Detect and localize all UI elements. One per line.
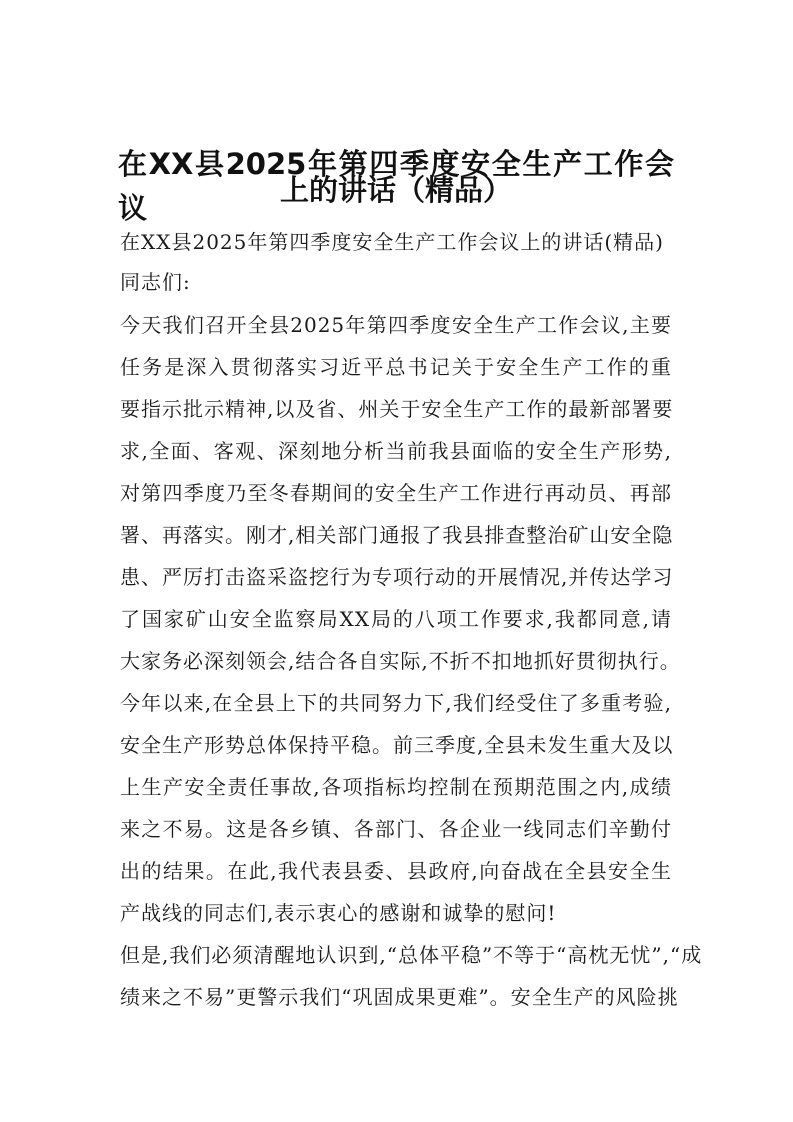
paragraph-line: 安全生产形势总体保持平稳。前三季度,全县未发生重大及以	[120, 733, 674, 757]
paragraph-line: 今年以来,在全县上下的共同努力下,我们经受住了多重考验,	[120, 691, 672, 715]
paragraph-line: 求,全面、客观、深刻地分析当前我县面临的安全生产形势,	[120, 439, 672, 463]
paragraph	[120, 934, 703, 1018]
document-title-line-1: 在XX县2025年第四季度安全生产工作会议	[118, 147, 674, 226]
document-body	[120, 222, 703, 1018]
paragraph-line: 绩来之不易”更警示我们“巩固成果更难”。安全生产的风险挑	[120, 985, 679, 1009]
paragraphs	[120, 304, 703, 1018]
paragraph-line: 但是,我们必须清醒地认识到,“总体平稳”不等于“高枕无忧”,“成	[120, 943, 703, 967]
paragraph-line: 任务是深入贯彻落实习近平总书记关于安全生产工作的重	[120, 355, 672, 379]
paragraph-line: 今天我们召开全县2025年第四季度安全生产工作会议,主要	[120, 313, 672, 337]
paragraph-line: 患、严厉打击盗采盗挖行为专项行动的开展情况,并传达学习	[120, 565, 674, 589]
paragraph-line: 产战线的同志们,表示衷心的感谢和诚挚的慰问!	[120, 901, 557, 925]
paragraph-line: 大家务必深刻领会,结合各自实际,不折不扣地抓好贯彻执行。	[120, 649, 681, 673]
paragraph-line: 要指示批示精神,以及省、州关于安全生产工作的最新部署要	[120, 397, 674, 421]
document-title-line-2: 上的讲话（精品）	[279, 173, 512, 207]
paragraph-line: 了国家矿山安全监察局XX局的八项工作要求,我都同意,请	[120, 607, 672, 631]
document-subtitle: 在XX县2025年第四季度安全生产工作会议上的讲话(精品)	[120, 230, 664, 254]
salutation: 同志们:	[120, 270, 191, 294]
paragraph-line: 上生产安全责任事故,各项指标均控制在预期范围之内,成绩	[120, 775, 672, 799]
paragraph-line: 对第四季度乃至冬春期间的安全生产工作进行再动员、再部	[120, 481, 672, 505]
paragraph-line: 署、再落实。刚才,相关部门通报了我县排查整治矿山安全隐	[120, 523, 674, 547]
paragraph-line: 出的结果。在此,我代表县委、县政府,向奋战在全县安全生	[120, 859, 672, 883]
paragraph	[120, 304, 681, 934]
paragraph-line: 来之不易。这是各乡镇、各部门、各企业一线同志们辛勤付	[120, 817, 672, 841]
